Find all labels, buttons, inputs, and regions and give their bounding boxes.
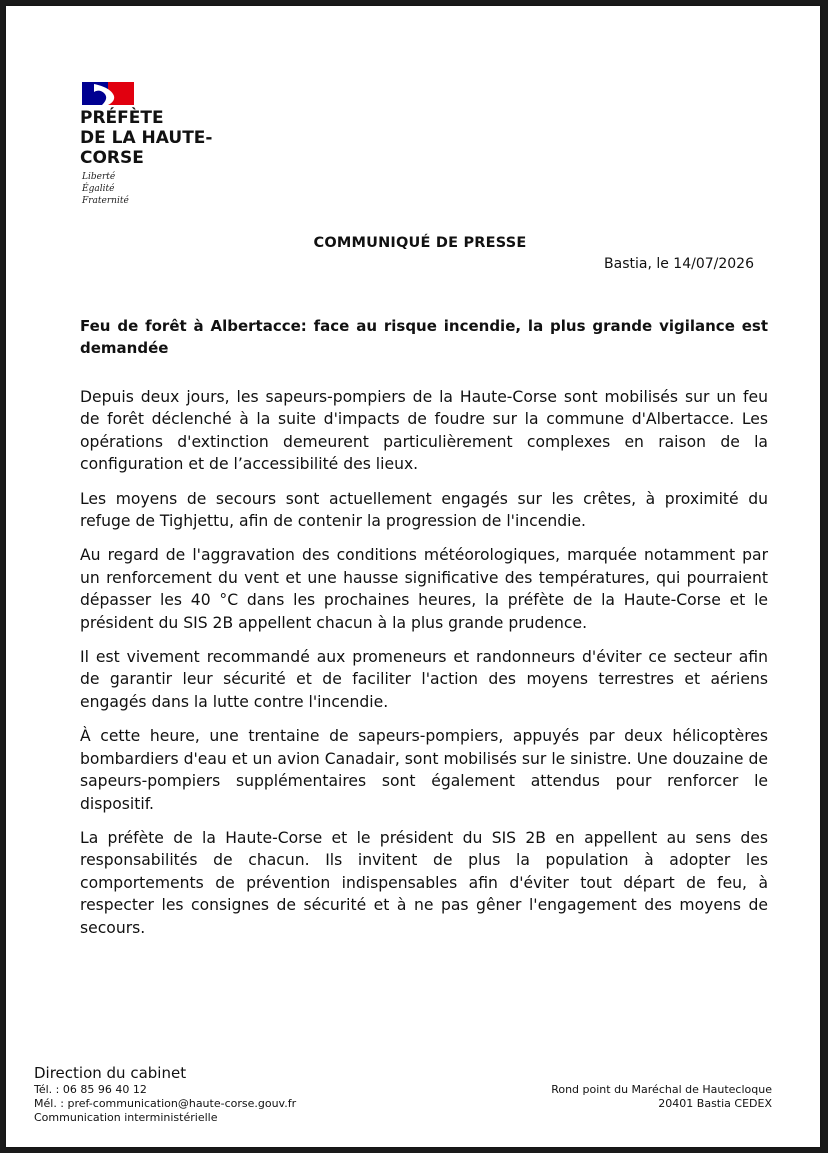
motto-line: Fraternité <box>82 196 129 206</box>
footer-contact <box>34 1063 296 1125</box>
body-paragraph: Il est vivement recommandé aux promeneurs et randonneurs d'éviter ce secteur afin de garantir leur sécurité et de faciliter l'action des moyens terrestres et aériens engagés dans la lutte contre l'incendie. <box>80 648 768 711</box>
motto-line: Liberté <box>82 172 116 182</box>
document-date: Bastia, le 14/07/2026 <box>604 256 754 272</box>
prefecture-name <box>80 108 212 168</box>
footer-email: Mél. : pref-communication@haute-corse.gouv.fr <box>34 1097 297 1110</box>
marianne-logo-icon <box>82 82 134 105</box>
footer-service: Communication interministérielle <box>34 1111 218 1124</box>
body-paragraph: La préfète de la Haute-Corse et le président du SIS 2B en appellent au sens des responsabilités de chacun. Ils invitent de plus la population à adopter les comportements de prévention indispensables afin d'éviter tout départ de feu, à respecter les consignes de sécurité et à ne pas gêner l'engagement des moyens de secours. <box>80 828 768 937</box>
press-release-page <box>6 6 820 1147</box>
body-paragraph: Au regard de l'aggravation des conditions météorologiques, marquée notamment par un renforcement du vent et une hausse significative des températures, qui pourraient dépasser les 40 °C dans les prochaines heures, la préfète de la Haute-Corse et le président du SIS 2B appellent chacun à la plus grande prudence. <box>80 546 768 632</box>
footer-phone: Tél. : 06 85 96 40 12 <box>34 1083 147 1096</box>
document-type: COMMUNIQUÉ DE PRESSE <box>313 235 527 251</box>
prefecture-line: DE LA HAUTE- <box>80 128 213 148</box>
prefecture-line: PRÉFÈTE <box>80 108 164 128</box>
body-paragraph: À cette heure, une trentaine de sapeurs-pompiers, appuyés par deux hélicoptères bombardiers d'eau et un avion Canadair, sont mobilisés sur le sinistre. Une douzaine de sapeurs-pompiers supplémentaires sont également attendus pour renforcer le dispositif. <box>80 727 768 813</box>
footer-address <box>551 1083 772 1111</box>
body-paragraph: Depuis deux jours, les sapeurs-pompiers de la Haute-Corse sont mobilisés sur un feu de forêt déclenché à la suite d'impacts de foudre sur la commune d'Albertacce. Les opérations d'extinction demeurent particulièrement complexes en raison de la configuration et de l’accessibilité des lieux. <box>80 388 768 474</box>
press-body <box>80 386 768 951</box>
motto-line: Égalité <box>82 184 115 194</box>
press-headline: Feu de forêt à Albertacce: face au risque incendie, la plus grande vigilance est demandée <box>80 317 768 357</box>
address-line: Rond point du Maréchal de Hautecloque <box>551 1083 772 1096</box>
prefecture-line: CORSE <box>80 148 144 168</box>
footer-title: Direction du cabinet <box>34 1064 187 1082</box>
body-paragraph: Les moyens de secours sont actuellement engagés sur les crêtes, à proximité du refuge de Tighjettu, afin de contenir la progression de l'incendie. <box>80 489 768 531</box>
republic-motto <box>82 171 129 207</box>
address-line: 20401 Bastia CEDEX <box>658 1097 772 1110</box>
